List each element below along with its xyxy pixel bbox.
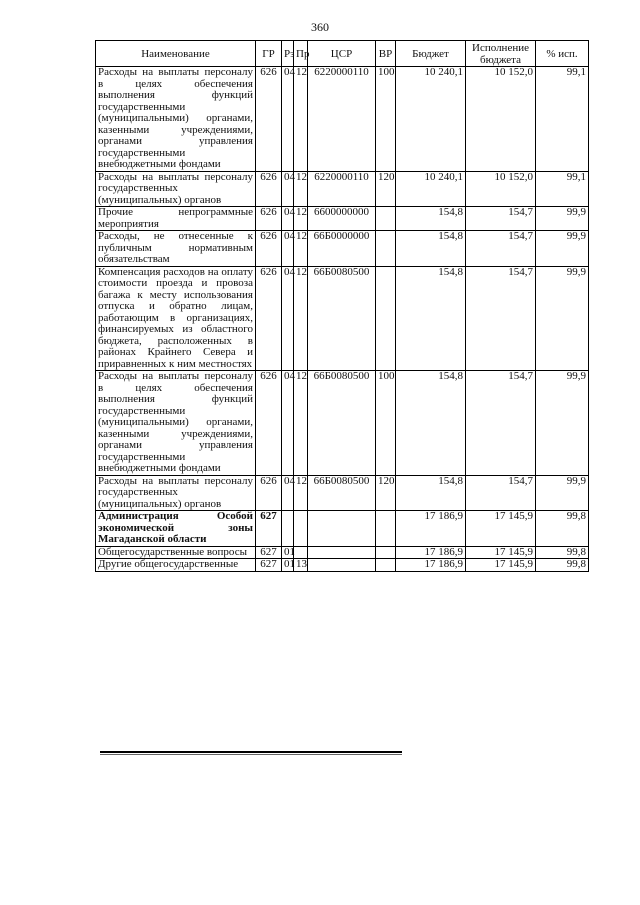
cell-pr: 12	[294, 207, 308, 231]
cell-pr	[294, 511, 308, 547]
cell-name: Расходы на выплаты персоналу государственных (муниципальных) органов	[96, 171, 256, 207]
cell-execution: 17 145,9	[466, 559, 536, 572]
cell-execution: 17 145,9	[466, 511, 536, 547]
cell-budget: 17 186,9	[396, 546, 466, 559]
cell-pr: 12	[294, 67, 308, 172]
header-pr: Пр	[294, 41, 308, 67]
cell-execution: 10 152,0	[466, 67, 536, 172]
table-row	[96, 266, 589, 371]
cell-rz: 01	[282, 559, 294, 572]
cell-csr: 66Б0080500	[308, 475, 376, 511]
cell-csr: 66Б0080500	[308, 266, 376, 371]
header-name: Наименование	[96, 41, 256, 67]
cell-percent: 99,8	[536, 546, 589, 559]
cell-name: Расходы на выплаты персоналу в целях обеспечения выполнения функций государственными (муниципальными) органами, казенными учреждениями, органами управления государственными внебюджетными фондами	[96, 371, 256, 476]
cell-name: Расходы на выплаты персоналу государственных (муниципальных) органов	[96, 475, 256, 511]
table-row	[96, 231, 589, 267]
cell-vr	[376, 207, 396, 231]
cell-vr	[376, 559, 396, 572]
header-execution: Исполнение бюджета	[466, 41, 536, 67]
cell-name: Администрация Особой экономической зоны Магаданской области	[96, 511, 256, 547]
cell-gr: 627	[256, 511, 282, 547]
cell-gr: 627	[256, 559, 282, 572]
cell-execution: 154,7	[466, 475, 536, 511]
cell-gr: 626	[256, 371, 282, 476]
cell-vr	[376, 546, 396, 559]
cell-name: Расходы, не отнесенные к публичным нормативным обязательствам	[96, 231, 256, 267]
cell-vr: 120	[376, 171, 396, 207]
cell-percent: 99,8	[536, 559, 589, 572]
cell-budget: 154,8	[396, 475, 466, 511]
cell-percent: 99,8	[536, 511, 589, 547]
cell-percent: 99,9	[536, 266, 589, 371]
cell-percent: 99,9	[536, 207, 589, 231]
cell-gr: 626	[256, 231, 282, 267]
cell-rz	[282, 511, 294, 547]
cell-budget: 154,8	[396, 371, 466, 476]
cell-execution: 154,7	[466, 371, 536, 476]
table-row	[96, 511, 589, 547]
cell-rz: 04	[282, 266, 294, 371]
cell-budget: 154,8	[396, 207, 466, 231]
footer-separator-line	[100, 751, 402, 753]
cell-gr: 626	[256, 207, 282, 231]
cell-csr: 6600000000	[308, 207, 376, 231]
cell-budget: 10 240,1	[396, 171, 466, 207]
table-row	[96, 207, 589, 231]
cell-pr: 12	[294, 475, 308, 511]
cell-percent: 99,1	[536, 67, 589, 172]
cell-pr: 12	[294, 231, 308, 267]
cell-execution: 10 152,0	[466, 171, 536, 207]
header-gr: ГР	[256, 41, 282, 67]
header-percent: % исп.	[536, 41, 589, 67]
cell-name: Компенсация расходов на оплату стоимости проезда и провоза багажа к месту использования отпуска и обратно лицам, работающим в организациях, финансируемых из областного бюджета, расположенных в районах Крайнего Севера и приравненных к ним местностях	[96, 266, 256, 371]
cell-gr: 626	[256, 266, 282, 371]
budget-execution-table	[95, 40, 589, 572]
cell-execution: 154,7	[466, 207, 536, 231]
cell-pr: 12	[294, 171, 308, 207]
cell-csr	[308, 559, 376, 572]
cell-pr: 12	[294, 266, 308, 371]
header-rz: Рз	[282, 41, 294, 67]
cell-name: Другие общегосударственные	[96, 559, 256, 572]
header-budget: Бюджет	[396, 41, 466, 67]
cell-csr	[308, 511, 376, 547]
cell-csr: 66Б0080500	[308, 371, 376, 476]
cell-budget: 154,8	[396, 231, 466, 267]
cell-name: Прочие непрограммные мероприятия	[96, 207, 256, 231]
cell-vr: 100	[376, 371, 396, 476]
cell-budget: 10 240,1	[396, 67, 466, 172]
cell-vr	[376, 231, 396, 267]
cell-pr: 13	[294, 559, 308, 572]
cell-execution: 154,7	[466, 231, 536, 267]
footer-separator-line-thin	[100, 754, 402, 755]
cell-gr: 626	[256, 67, 282, 172]
cell-gr: 626	[256, 475, 282, 511]
cell-rz: 01	[282, 546, 294, 559]
cell-rz: 04	[282, 475, 294, 511]
table-row	[96, 67, 589, 172]
cell-rz: 04	[282, 171, 294, 207]
cell-percent: 99,1	[536, 171, 589, 207]
cell-name: Расходы на выплаты персоналу в целях обеспечения выполнения функций государственными (муниципальными) органами, казенными учреждениями, органами управления государственными внебюджетными фондами	[96, 67, 256, 172]
cell-csr: 66Б0000000	[308, 231, 376, 267]
cell-execution: 17 145,9	[466, 546, 536, 559]
cell-percent: 99,9	[536, 231, 589, 267]
header-vr: ВР	[376, 41, 396, 67]
cell-rz: 04	[282, 231, 294, 267]
table-row	[96, 371, 589, 476]
cell-rz: 04	[282, 67, 294, 172]
cell-budget: 154,8	[396, 266, 466, 371]
cell-vr	[376, 511, 396, 547]
cell-execution: 154,7	[466, 266, 536, 371]
table-row	[96, 559, 589, 572]
cell-rz: 04	[282, 371, 294, 476]
cell-percent: 99,9	[536, 475, 589, 511]
cell-csr: 6220000110	[308, 67, 376, 172]
cell-csr: 6220000110	[308, 171, 376, 207]
cell-budget: 17 186,9	[396, 559, 466, 572]
table-row	[96, 475, 589, 511]
cell-percent: 99,9	[536, 371, 589, 476]
cell-pr	[294, 546, 308, 559]
table-row	[96, 171, 589, 207]
cell-vr: 120	[376, 475, 396, 511]
cell-vr: 100	[376, 67, 396, 172]
cell-gr: 627	[256, 546, 282, 559]
page-number: 360	[311, 20, 329, 34]
cell-vr	[376, 266, 396, 371]
cell-rz: 04	[282, 207, 294, 231]
table-row	[96, 546, 589, 559]
cell-name: Общегосударственные вопросы	[96, 546, 256, 559]
table-header-row	[96, 41, 589, 67]
cell-csr	[308, 546, 376, 559]
header-csr: ЦСР	[308, 41, 376, 67]
cell-budget: 17 186,9	[396, 511, 466, 547]
cell-pr: 12	[294, 371, 308, 476]
table-body	[96, 67, 589, 572]
cell-gr: 626	[256, 171, 282, 207]
